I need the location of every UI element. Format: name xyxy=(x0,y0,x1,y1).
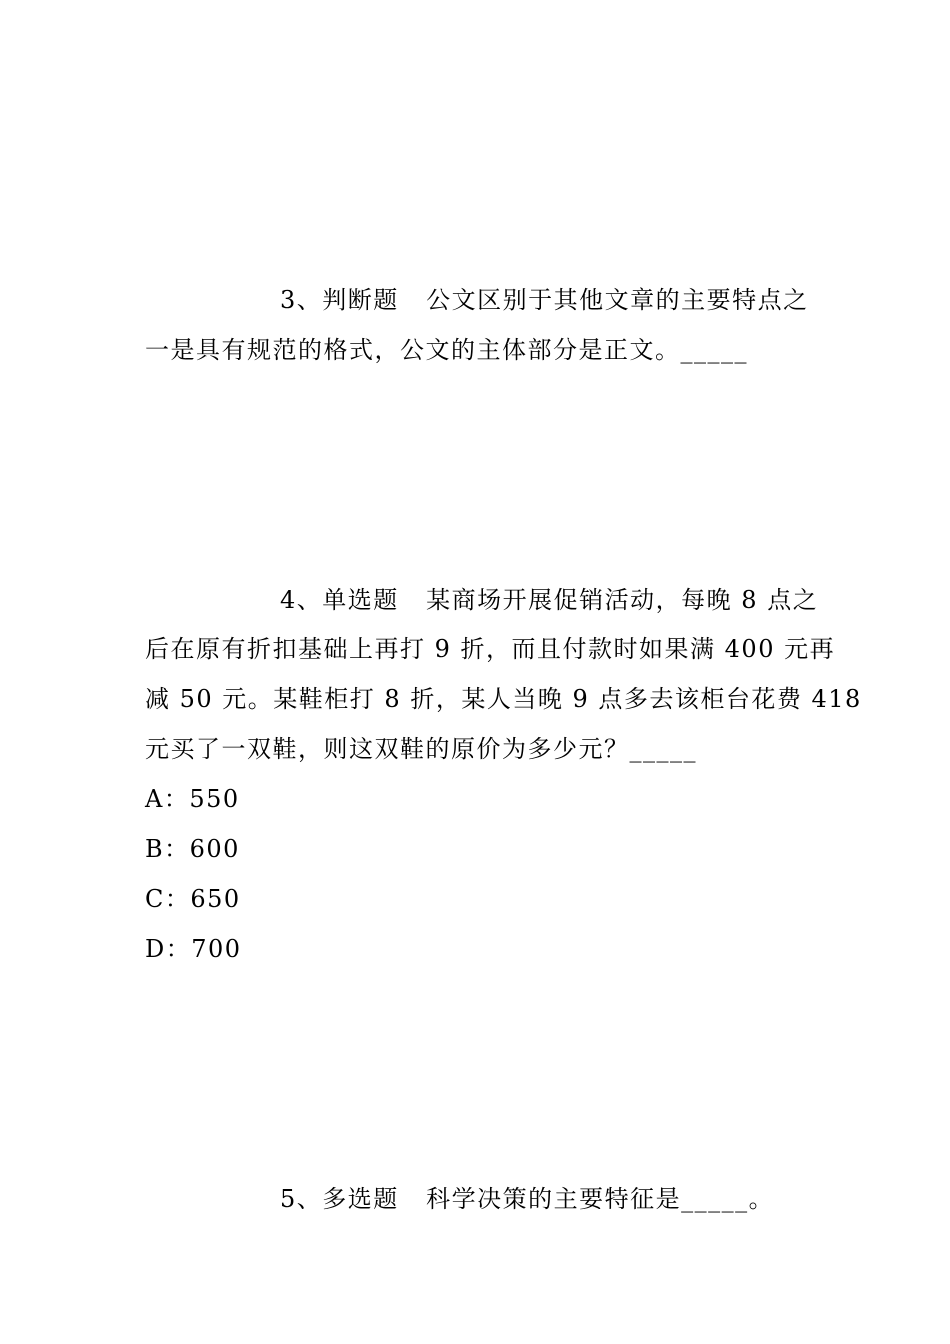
answer-blank: _____ xyxy=(629,735,697,763)
question-4-line-2 xyxy=(145,633,835,665)
option-value: 650 xyxy=(190,885,241,913)
question-number: 5、 xyxy=(280,1185,323,1213)
option-value: 550 xyxy=(189,785,240,813)
option-a xyxy=(145,783,240,815)
option-label: D： xyxy=(145,935,192,963)
question-text: 元买了一双鞋，则这双鞋的原价为多少元？ xyxy=(145,735,630,763)
answer-blank: _____ xyxy=(680,336,748,364)
question-type: 单选题 xyxy=(322,586,399,614)
option-d xyxy=(145,933,242,965)
option-b xyxy=(145,833,240,865)
question-type: 判断题 xyxy=(322,286,399,314)
question-number: 4、 xyxy=(280,586,323,614)
question-tail: 。 xyxy=(748,1185,775,1213)
question-4-line-1 xyxy=(280,584,818,616)
question-text: 减 50 元。某鞋柜打 8 折，某人当晚 9 点多去该柜台花费 418 xyxy=(145,685,862,713)
option-value: 600 xyxy=(189,835,240,863)
question-number: 3、 xyxy=(280,286,323,314)
answer-blank: _____ xyxy=(681,1185,749,1213)
question-4-line-4 xyxy=(145,733,697,765)
question-text: 后在原有折扣基础上再打 9 折，而且付款时如果满 400 元再 xyxy=(145,635,836,663)
option-label: A： xyxy=(145,785,190,813)
option-c xyxy=(145,883,241,915)
option-value: 700 xyxy=(191,935,242,963)
question-text: 一是具有规范的格式，公文的主体部分是正文。 xyxy=(145,336,681,364)
question-text: 公文区别于其他文章的主要特点之 xyxy=(426,286,809,314)
option-label: B： xyxy=(145,835,190,863)
question-3-line-1 xyxy=(280,284,809,316)
question-text: 科学决策的主要特征是 xyxy=(426,1185,682,1213)
question-3-line-2 xyxy=(145,334,748,366)
question-type: 多选题 xyxy=(322,1185,399,1213)
question-text: 某商场开展促销活动，每晚 8 点之 xyxy=(426,586,819,614)
question-4-line-3 xyxy=(145,683,862,715)
option-label: C： xyxy=(145,885,191,913)
question-5-line-1 xyxy=(280,1183,774,1215)
